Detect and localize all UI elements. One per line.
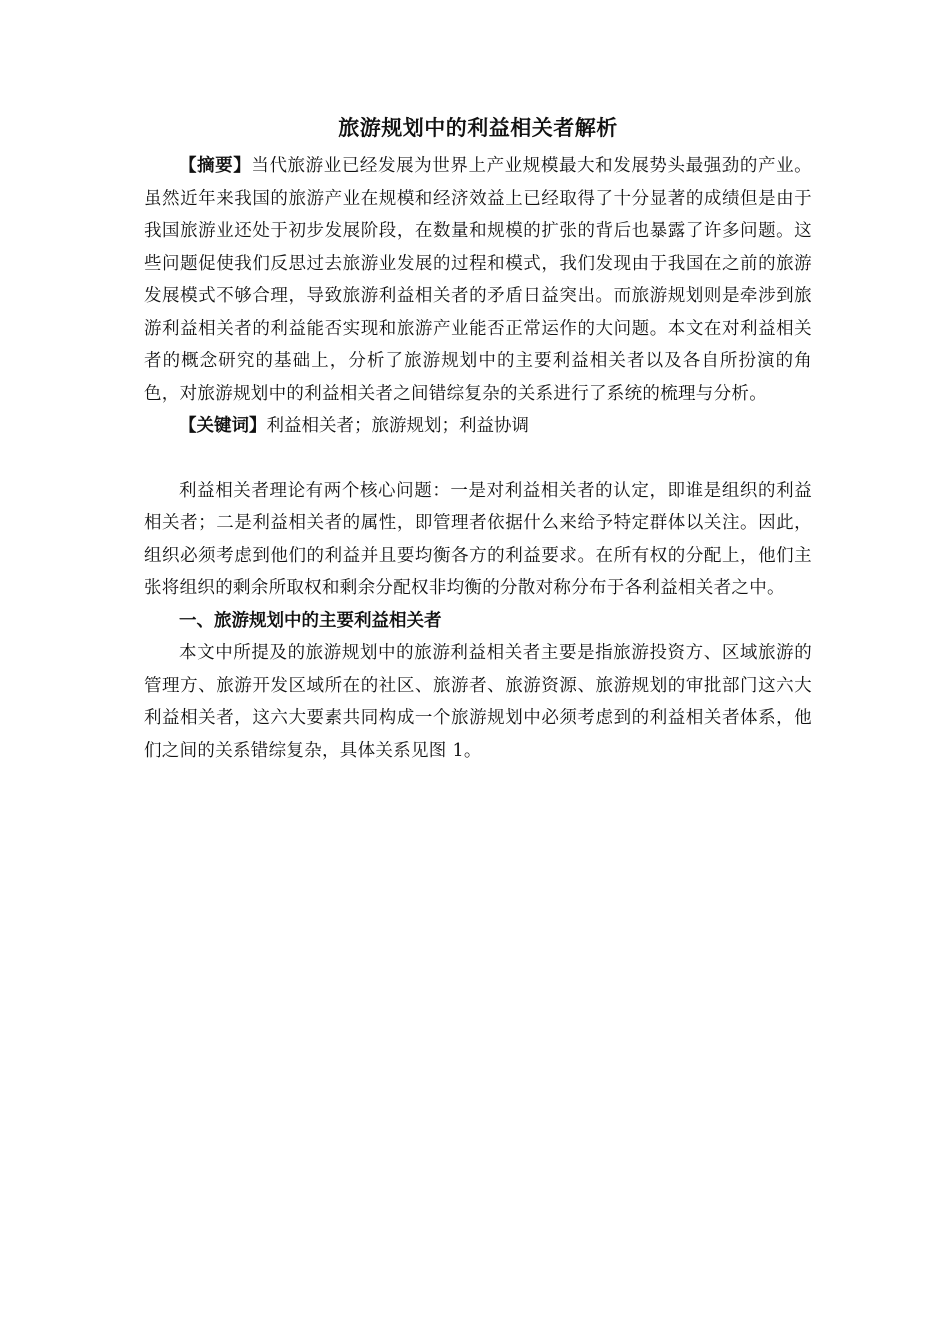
keywords-paragraph	[144, 410, 812, 443]
abstract-paragraph	[144, 150, 812, 410]
blank-line	[144, 443, 812, 475]
document-body	[144, 106, 812, 767]
document-title: 旅游规划中的利益相关者解析	[338, 116, 618, 140]
section-paragraph: 本文中所提及的旅游规划中的旅游利益相关者主要是指旅游投资方、区域旅游的管理方、旅游开发区域所在的社区、旅游者、旅游资源、旅游规划的审批部门这六大利益相关者，这六大要素共同构成一个旅游规划中必须考虑到的利益相关者体系，他们之间的关系错综复杂，具体关系见图 1。	[144, 643, 812, 761]
keywords-label: 【关键词】	[179, 416, 267, 436]
intro-paragraph: 利益相关者理论有两个核心问题：一是对利益相关者的认定，即谁是组织的利益相关者；二是利益相关者的属性，即管理者依据什么来给予特定群体以关注。因此，组织必须考虑到他们的利益并且要均衡各方的利益要求。在所有权的分配上，他们主张将组织的剩余所取权和剩余分配权非均衡的分散对称分布于各利益相关者之中。	[144, 480, 812, 598]
keywords-text: 利益相关者；旅游规划；利益协调	[266, 416, 529, 436]
section-heading: 一、旅游规划中的主要利益相关者	[179, 610, 442, 631]
abstract-label: 【摘要】	[179, 156, 252, 176]
abstract-text: 当代旅游业已经发展为世界上产业规模最大和发展势头最强劲的产业。虽然近年来我国的旅游产业在规模和经济效益上已经取得了十分显著的成绩但是由于我国旅游业还处于初步发展阶段，在数量和规模的扩张的背后也暴露了许多问题。这些问题促使我们反思过去旅游业发展的过程和模式，我们发现由于我国在之前的旅游发展模式不够合理，导致旅游利益相关者的矛盾日益突出。而旅游规划则是牵涉到旅游利益相关者的利益能否实现和旅游产业能否正常运作的大问题。本文在对利益相关者的概念研究的基础上，分析了旅游规划中的主要利益相关者以及各自所扮演的角色，对旅游规划中的利益相关者之间错综复杂的关系进行了系统的梳理与分析。	[144, 156, 812, 404]
